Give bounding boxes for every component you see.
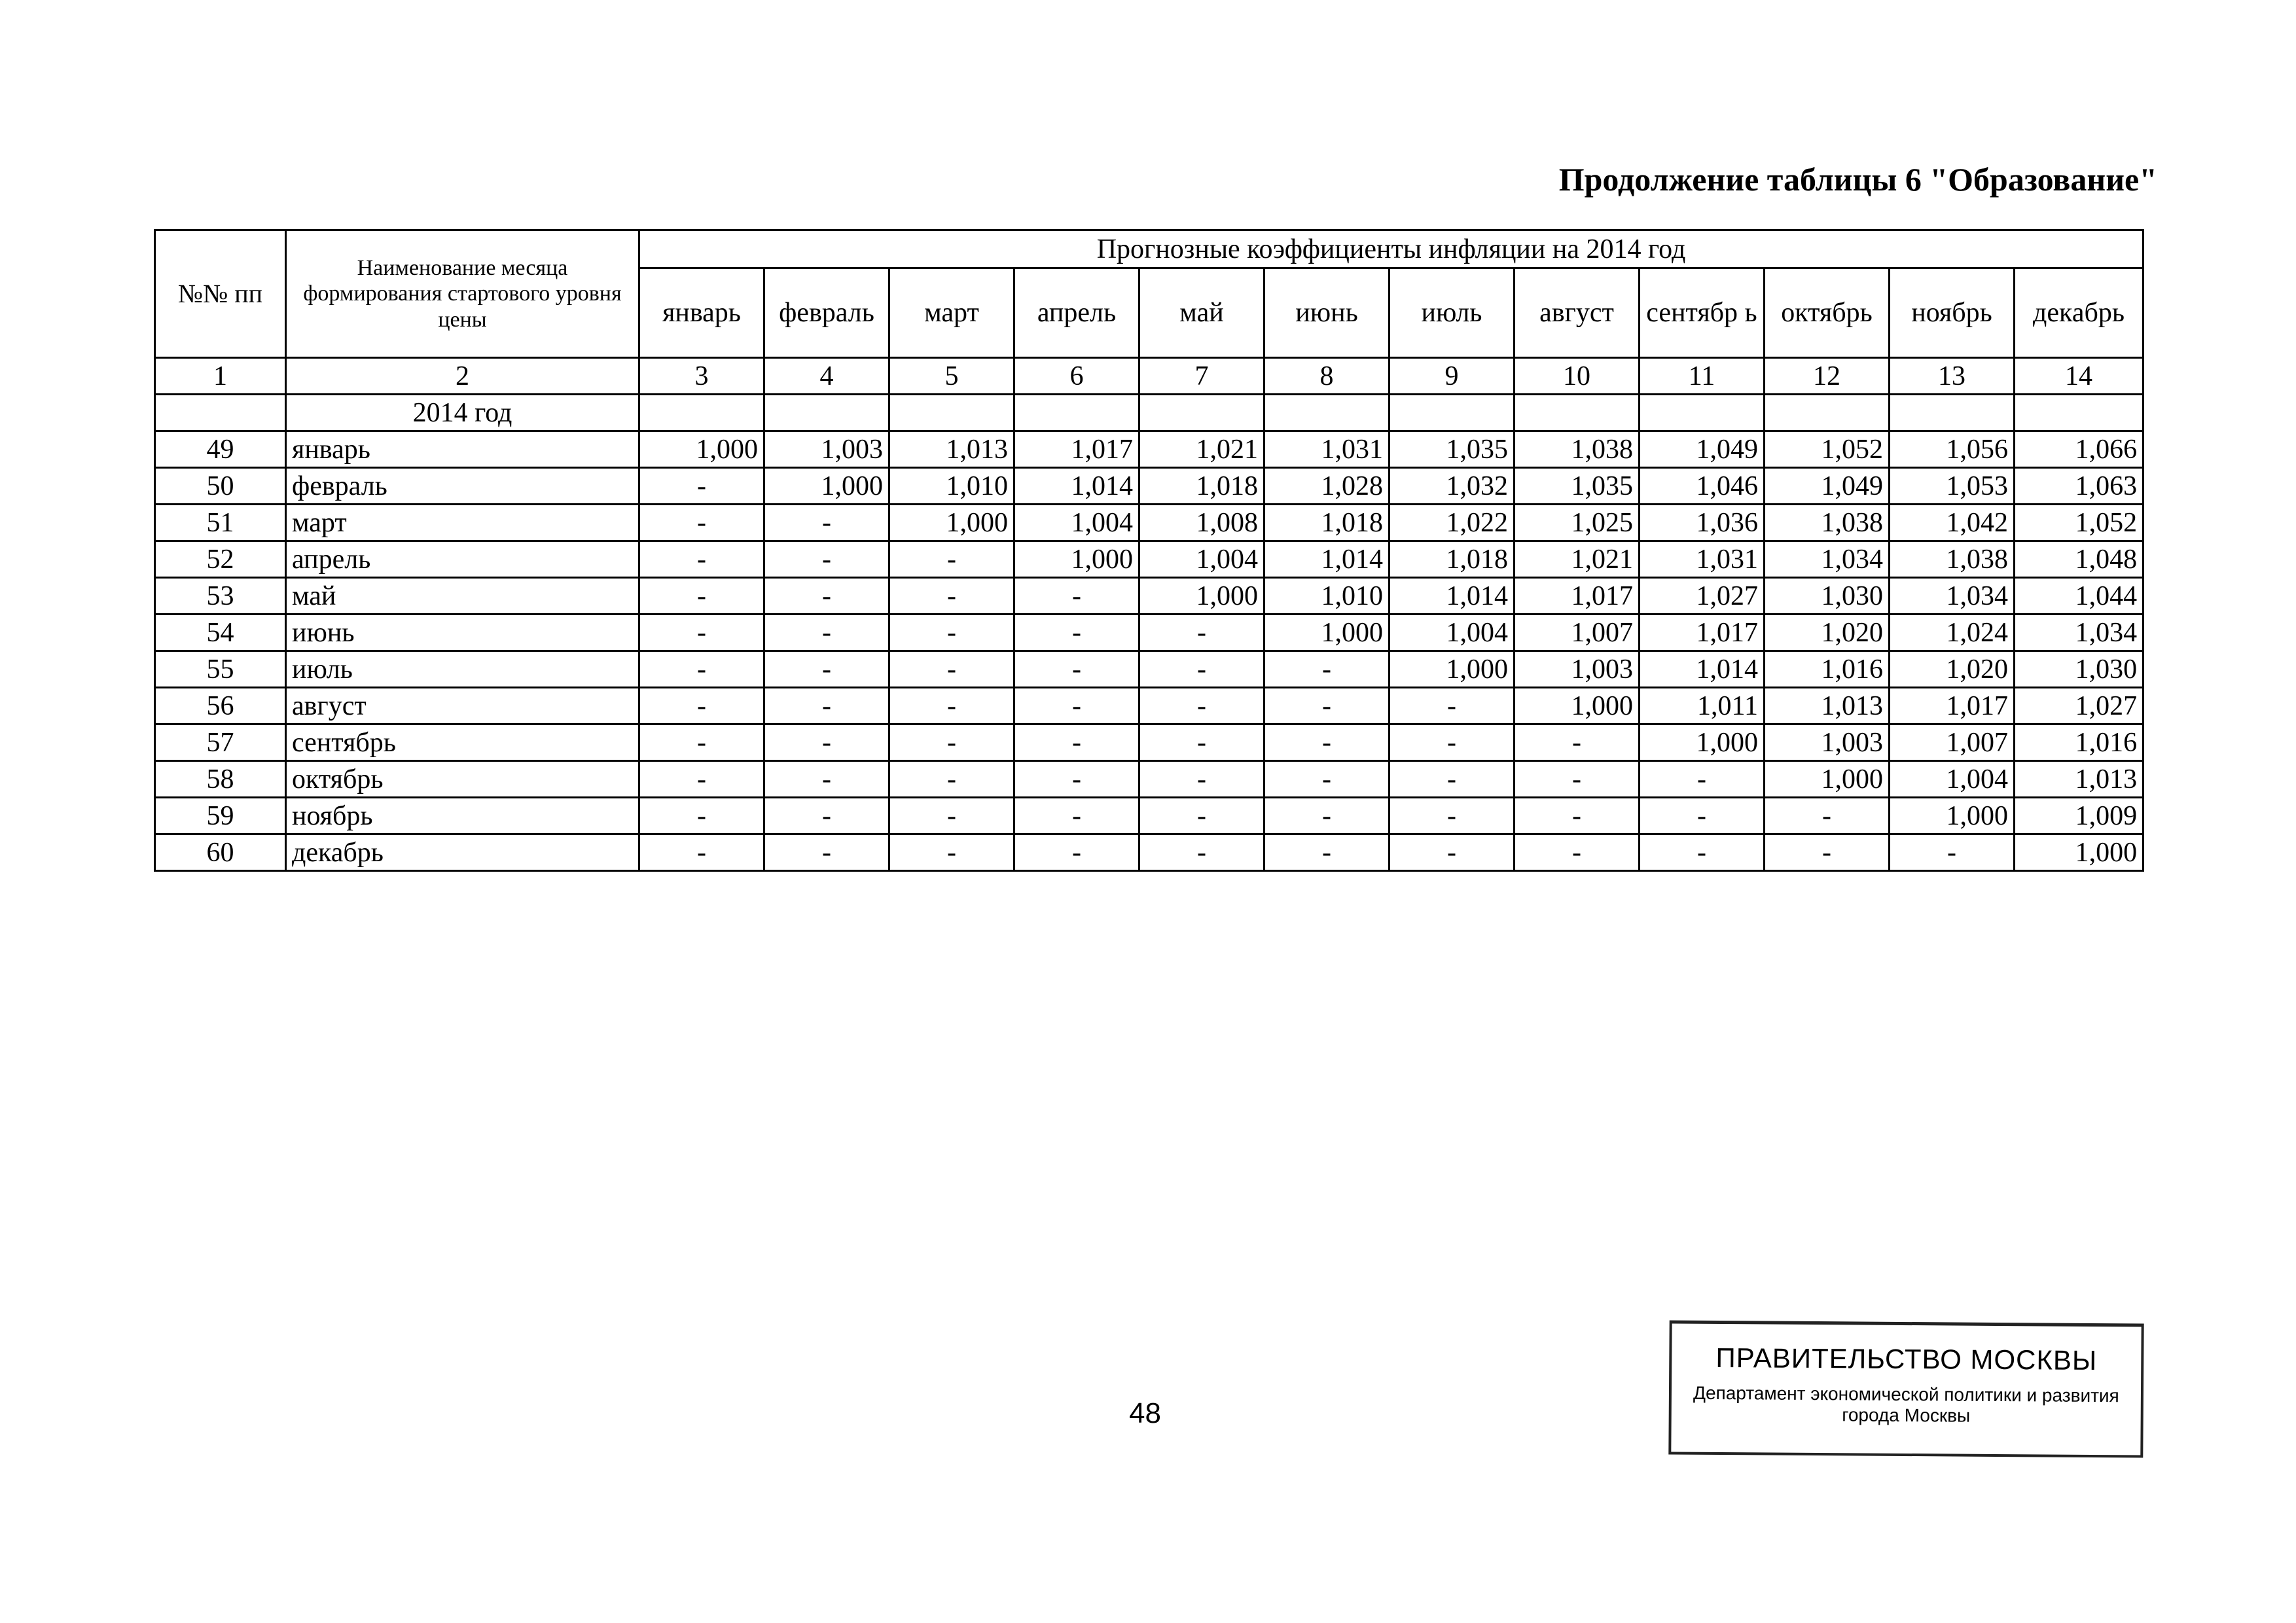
- row-number-cell: 56: [155, 688, 286, 724]
- coefficient-cell: -: [764, 615, 889, 651]
- header-month-cell: июнь: [1265, 268, 1390, 358]
- row-number-cell: 51: [155, 505, 286, 541]
- row-number-cell: 49: [155, 431, 286, 468]
- coefficient-cell: -: [764, 834, 889, 871]
- coefficient-cell: -: [764, 688, 889, 724]
- coefficient-cell: -: [1139, 798, 1265, 834]
- coefficient-cell: 1,052: [1765, 431, 1890, 468]
- coefficient-cell: -: [1390, 688, 1515, 724]
- coefficient-cell: 1,020: [1765, 615, 1890, 651]
- coefficient-cell: 1,003: [1765, 724, 1890, 761]
- coefficient-cell: -: [764, 541, 889, 578]
- coefficient-cell: -: [1765, 834, 1890, 871]
- coefficient-cell: -: [1014, 578, 1139, 615]
- coefficient-cell: -: [1265, 834, 1390, 871]
- coefficient-cell: 1,016: [2015, 724, 2144, 761]
- table-row: [155, 724, 2144, 761]
- coefficient-cell: -: [1139, 688, 1265, 724]
- coefficient-cell: -: [1139, 761, 1265, 798]
- coefficient-cell: 1,014: [1014, 468, 1139, 505]
- coefficient-cell: -: [639, 724, 764, 761]
- coefficient-cell: -: [639, 468, 764, 505]
- coefficient-cell: -: [764, 651, 889, 688]
- column-number-cell: 12: [1765, 358, 1890, 395]
- coefficient-cell: 1,035: [1390, 431, 1515, 468]
- row-number-cell: 60: [155, 834, 286, 871]
- column-number-cell: 5: [889, 358, 1014, 395]
- row-month-name-cell: июль: [286, 651, 639, 688]
- coefficient-cell: -: [1265, 688, 1390, 724]
- coefficient-cell: 1,025: [1515, 505, 1640, 541]
- coefficient-cell: -: [1515, 761, 1640, 798]
- coefficient-cell: 1,004: [1139, 541, 1265, 578]
- coefficient-cell: -: [889, 541, 1014, 578]
- coefficient-cell: 1,038: [1890, 541, 2015, 578]
- coefficient-cell: -: [639, 798, 764, 834]
- coefficient-cell: -: [1515, 834, 1640, 871]
- coefficient-cell: 1,004: [1014, 505, 1139, 541]
- coefficient-cell: 1,000: [1139, 578, 1265, 615]
- coefficient-cell: 1,014: [1265, 541, 1390, 578]
- coefficient-cell: -: [1640, 798, 1765, 834]
- table-row: [155, 761, 2144, 798]
- coefficient-cell: 1,035: [1515, 468, 1640, 505]
- stamp-line1: ПРАВИТЕЛЬСТВО МОСКВЫ: [1715, 1342, 2098, 1376]
- row-month-name-cell: февраль: [286, 468, 639, 505]
- coefficient-cell: 1,003: [1515, 651, 1640, 688]
- coefficient-cell: 1,066: [2015, 431, 2144, 468]
- coefficient-cell: 1,003: [764, 431, 889, 468]
- column-number-cell: 14: [2015, 358, 2144, 395]
- coefficient-cell: -: [1515, 724, 1640, 761]
- row-number-cell: 57: [155, 724, 286, 761]
- year-row-num-cell: [155, 395, 286, 431]
- year-label: 2014 год: [286, 395, 639, 431]
- coefficient-cell: 1,024: [1890, 615, 2015, 651]
- table-row: [155, 468, 2144, 505]
- coefficient-cell: -: [1139, 834, 1265, 871]
- coefficient-cell: -: [1014, 651, 1139, 688]
- coefficient-cell: 1,031: [1640, 541, 1765, 578]
- coefficient-cell: -: [889, 651, 1014, 688]
- column-number-cell: 11: [1640, 358, 1765, 395]
- coefficient-cell: 1,022: [1390, 505, 1515, 541]
- coefficient-cell: 1,027: [2015, 688, 2144, 724]
- table-header: [155, 230, 2144, 395]
- coefficient-cell: 1,042: [1890, 505, 2015, 541]
- inflation-coefficients-table: [154, 229, 2144, 872]
- coefficient-cell: 1,046: [1640, 468, 1765, 505]
- header-month-cell: апрель: [1014, 268, 1139, 358]
- coefficient-cell: 1,000: [1890, 798, 2015, 834]
- coefficient-cell: -: [1390, 798, 1515, 834]
- government-stamp: [1668, 1320, 2144, 1457]
- coefficient-cell: 1,000: [1265, 615, 1390, 651]
- table-row: [155, 615, 2144, 651]
- header-month-cell: май: [1139, 268, 1265, 358]
- coefficient-cell: 1,007: [1890, 724, 2015, 761]
- coefficient-cell: -: [1014, 688, 1139, 724]
- coefficient-cell: -: [1014, 834, 1139, 871]
- coefficient-cell: 1,017: [1640, 615, 1765, 651]
- column-number-cell: 9: [1390, 358, 1515, 395]
- coefficient-cell: -: [1014, 761, 1139, 798]
- table-title: Продолжение таблицы 6 "Образование": [1558, 161, 2157, 198]
- coefficient-cell: -: [1390, 761, 1515, 798]
- column-number-cell: 8: [1265, 358, 1390, 395]
- table-row: [155, 688, 2144, 724]
- header-month-cell: октябрь: [1765, 268, 1890, 358]
- coefficient-cell: 1,007: [1515, 615, 1640, 651]
- coefficient-cell: -: [639, 834, 764, 871]
- stamp-line3: города Москвы: [1842, 1404, 1971, 1426]
- coefficient-cell: 1,017: [1014, 431, 1139, 468]
- coefficient-cell: 1,011: [1640, 688, 1765, 724]
- coefficient-cell: -: [889, 688, 1014, 724]
- header-month-cell: январь: [639, 268, 764, 358]
- header-month-cell: декабрь: [2015, 268, 2144, 358]
- coefficient-cell: 1,031: [1265, 431, 1390, 468]
- row-month-name-cell: ноябрь: [286, 798, 639, 834]
- row-number-cell: 59: [155, 798, 286, 834]
- row-month-name-cell: май: [286, 578, 639, 615]
- coefficient-cell: -: [1515, 798, 1640, 834]
- row-month-name-cell: январь: [286, 431, 639, 468]
- table-body: [155, 395, 2144, 871]
- coefficient-cell: -: [764, 578, 889, 615]
- coefficient-cell: -: [1139, 724, 1265, 761]
- coefficient-cell: 1,036: [1640, 505, 1765, 541]
- column-number-cell: 2: [286, 358, 639, 395]
- row-month-name-cell: сентябрь: [286, 724, 639, 761]
- coefficient-cell: 1,030: [1765, 578, 1890, 615]
- row-month-name-cell: декабрь: [286, 834, 639, 871]
- row-month-name-cell: октябрь: [286, 761, 639, 798]
- coefficient-cell: 1,027: [1640, 578, 1765, 615]
- coefficient-cell: 1,010: [1265, 578, 1390, 615]
- coefficient-cell: 1,018: [1139, 468, 1265, 505]
- coefficient-cell: 1,004: [1390, 615, 1515, 651]
- row-number-cell: 50: [155, 468, 286, 505]
- coefficient-cell: 1,016: [1765, 651, 1890, 688]
- coefficient-cell: 1,000: [1640, 724, 1765, 761]
- row-number-cell: 54: [155, 615, 286, 651]
- header-month-cell: сентябр ь: [1640, 268, 1765, 358]
- header-month-cell: февраль: [764, 268, 889, 358]
- coefficient-cell: -: [764, 724, 889, 761]
- coefficient-cell: -: [639, 541, 764, 578]
- coefficient-cell: 1,053: [1890, 468, 2015, 505]
- table-row: [155, 431, 2144, 468]
- coefficient-cell: -: [764, 505, 889, 541]
- table-row: [155, 578, 2144, 615]
- coefficient-cell: 1,000: [639, 431, 764, 468]
- coefficient-cell: -: [889, 578, 1014, 615]
- row-month-name-cell: март: [286, 505, 639, 541]
- coefficient-cell: 1,013: [889, 431, 1014, 468]
- column-number-cell: 7: [1139, 358, 1265, 395]
- coefficient-cell: 1,014: [1390, 578, 1515, 615]
- coefficient-cell: 1,049: [1640, 431, 1765, 468]
- header-month-cell: март: [889, 268, 1014, 358]
- row-number-cell: 58: [155, 761, 286, 798]
- coefficient-cell: -: [889, 834, 1014, 871]
- header-month-cell: август: [1515, 268, 1640, 358]
- column-number-cell: 3: [639, 358, 764, 395]
- column-number-cell: 13: [1890, 358, 2015, 395]
- header-month-cell: июль: [1390, 268, 1515, 358]
- coefficient-cell: -: [1390, 724, 1515, 761]
- row-month-name-cell: август: [286, 688, 639, 724]
- coefficient-cell: 1,028: [1265, 468, 1390, 505]
- coefficient-cell: 1,049: [1765, 468, 1890, 505]
- coefficient-cell: 1,018: [1265, 505, 1390, 541]
- coefficient-cell: -: [639, 505, 764, 541]
- header-num: №№ пп: [155, 230, 286, 358]
- coefficient-cell: -: [1390, 834, 1515, 871]
- table-row: [155, 798, 2144, 834]
- coefficient-cell: -: [639, 761, 764, 798]
- coefficient-cell: 1,044: [2015, 578, 2144, 615]
- coefficient-cell: 1,009: [2015, 798, 2144, 834]
- coefficient-cell: 1,032: [1390, 468, 1515, 505]
- header-month-cell: ноябрь: [1890, 268, 2015, 358]
- coefficient-cell: -: [889, 798, 1014, 834]
- coefficient-cell: 1,000: [764, 468, 889, 505]
- coefficient-cell: 1,000: [1765, 761, 1890, 798]
- coefficient-cell: 1,021: [1139, 431, 1265, 468]
- coefficient-cell: 1,038: [1765, 505, 1890, 541]
- year-row: [155, 395, 2144, 431]
- column-number-cell: 10: [1515, 358, 1640, 395]
- coefficient-cell: 1,008: [1139, 505, 1265, 541]
- coefficient-cell: 1,030: [2015, 651, 2144, 688]
- coefficient-cell: 1,000: [1014, 541, 1139, 578]
- column-numbers-row: [155, 358, 2144, 395]
- coefficient-cell: -: [639, 651, 764, 688]
- coefficient-cell: -: [1640, 834, 1765, 871]
- page-number: 48: [1129, 1397, 1161, 1429]
- coefficient-cell: 1,013: [2015, 761, 2144, 798]
- coefficient-cell: -: [1014, 615, 1139, 651]
- coefficient-cell: 1,000: [1390, 651, 1515, 688]
- coefficient-cell: -: [1265, 651, 1390, 688]
- coefficient-cell: 1,048: [2015, 541, 2144, 578]
- coefficient-cell: 1,017: [1890, 688, 2015, 724]
- coefficient-cell: 1,038: [1515, 431, 1640, 468]
- header-group: Прогнозные коэффициенты инфляции на 2014 год: [639, 230, 2144, 268]
- stamp-line2: Департамент экономической политики и развития: [1693, 1382, 2119, 1406]
- coefficient-cell: 1,017: [1515, 578, 1640, 615]
- coefficient-cell: -: [1265, 761, 1390, 798]
- coefficient-cell: -: [1014, 798, 1139, 834]
- coefficient-cell: 1,018: [1390, 541, 1515, 578]
- coefficient-cell: 1,013: [1765, 688, 1890, 724]
- coefficient-cell: -: [1265, 798, 1390, 834]
- coefficient-cell: -: [764, 761, 889, 798]
- coefficient-cell: -: [1765, 798, 1890, 834]
- coefficient-cell: -: [1640, 761, 1765, 798]
- coefficient-cell: 1,014: [1640, 651, 1765, 688]
- row-number-cell: 53: [155, 578, 286, 615]
- header-month-name: Наименование месяца формирования стартового уровня цены: [286, 230, 639, 358]
- coefficient-cell: 1,000: [889, 505, 1014, 541]
- coefficient-cell: -: [639, 615, 764, 651]
- coefficient-cell: -: [1014, 724, 1139, 761]
- coefficient-cell: -: [639, 688, 764, 724]
- table-row: [155, 541, 2144, 578]
- coefficient-cell: 1,056: [1890, 431, 2015, 468]
- coefficient-cell: 1,010: [889, 468, 1014, 505]
- table-row: [155, 834, 2144, 871]
- column-number-cell: 4: [764, 358, 889, 395]
- coefficient-cell: 1,021: [1515, 541, 1640, 578]
- coefficient-cell: 1,063: [2015, 468, 2144, 505]
- coefficient-cell: -: [889, 615, 1014, 651]
- coefficient-cell: 1,000: [1515, 688, 1640, 724]
- coefficient-cell: 1,000: [2015, 834, 2144, 871]
- coefficient-cell: -: [1265, 724, 1390, 761]
- table-row: [155, 651, 2144, 688]
- column-number-cell: 1: [155, 358, 286, 395]
- coefficient-cell: 1,034: [2015, 615, 2144, 651]
- coefficient-cell: -: [1139, 651, 1265, 688]
- coefficient-cell: 1,020: [1890, 651, 2015, 688]
- coefficient-cell: -: [889, 761, 1014, 798]
- column-number-cell: 6: [1014, 358, 1139, 395]
- coefficient-cell: 1,034: [1765, 541, 1890, 578]
- coefficient-cell: 1,052: [2015, 505, 2144, 541]
- coefficient-cell: 1,004: [1890, 761, 2015, 798]
- coefficient-cell: -: [1139, 615, 1265, 651]
- row-number-cell: 52: [155, 541, 286, 578]
- row-month-name-cell: июнь: [286, 615, 639, 651]
- coefficient-cell: -: [764, 798, 889, 834]
- table-row: [155, 505, 2144, 541]
- coefficient-cell: -: [1890, 834, 2015, 871]
- coefficient-cell: -: [889, 724, 1014, 761]
- row-month-name-cell: апрель: [286, 541, 639, 578]
- coefficient-cell: -: [639, 578, 764, 615]
- row-number-cell: 55: [155, 651, 286, 688]
- coefficient-cell: 1,034: [1890, 578, 2015, 615]
